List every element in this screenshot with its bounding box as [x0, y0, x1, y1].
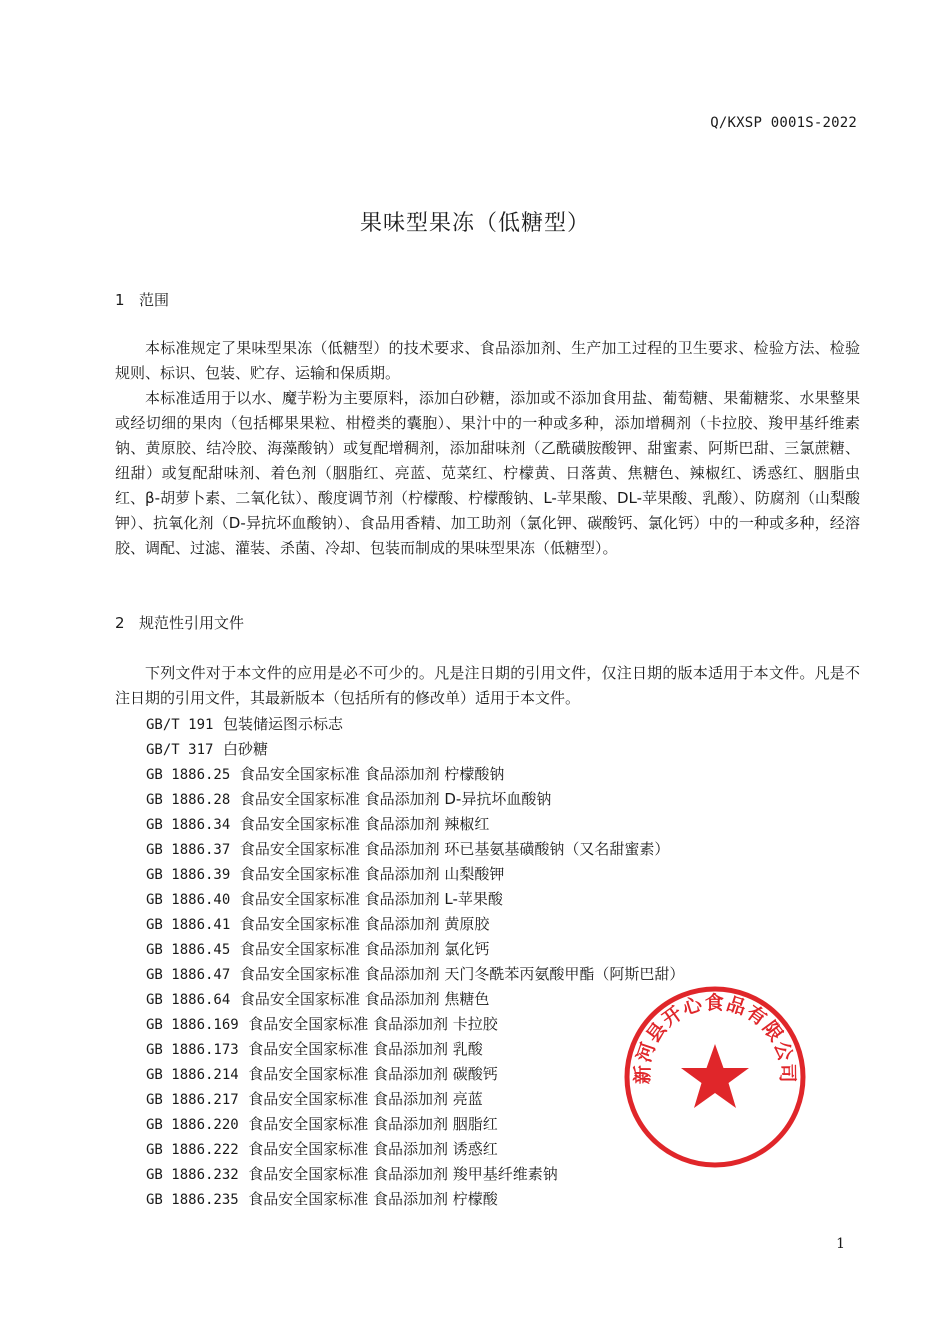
document-title: 果味型果冻（低糖型） [359, 211, 590, 236]
reference-code: GB 1886.64 [146, 992, 231, 1008]
reference-item [146, 887, 684, 912]
reference-item [146, 962, 684, 987]
reference-code: GB 1886.34 [146, 817, 231, 833]
reference-item [146, 837, 684, 862]
reference-title: 食品安全国家标准 食品添加剂 天门冬酰苯丙氨酸甲酯（阿斯巴甜） [239, 965, 685, 983]
reference-title: 食品安全国家标准 食品添加剂 卡拉胶 [248, 1015, 498, 1033]
reference-item [146, 1112, 684, 1137]
reference-code: GB 1886.47 [146, 967, 231, 983]
section-2-number: 2 [115, 614, 125, 632]
reference-item [146, 737, 684, 762]
scope-paragraph-1: 本标准规定了果味型果冻（低糖型）的技术要求、食品添加剂、生产加工过程的卫生要求、检验方法、检验规则、标识、包装、贮存、运输和保质期。 [115, 339, 860, 382]
reference-item [146, 1137, 684, 1162]
reference-code: GB 1886.39 [146, 867, 231, 883]
reference-title: 白砂糖 [222, 740, 268, 758]
reference-title: 包装储运图示标志 [222, 715, 343, 733]
standard-code: Q/KXSP 0001S-2022 [710, 115, 857, 131]
reference-item [146, 712, 684, 737]
reference-title: 食品安全国家标准 食品添加剂 氯化钙 [239, 940, 490, 958]
section-2-title: 规范性引用文件 [139, 614, 245, 632]
reference-title: 食品安全国家标准 食品添加剂 黄原胶 [239, 915, 490, 933]
reference-title: 食品安全国家标准 食品添加剂 亮蓝 [248, 1090, 483, 1108]
seal-text: 新河县开心食品有限公司 [631, 991, 799, 1085]
reference-code: GB/T 317 [146, 742, 214, 758]
reference-title: 食品安全国家标准 食品添加剂 辣椒红 [239, 815, 490, 833]
reference-item [146, 1012, 684, 1037]
reference-list [146, 712, 684, 1212]
reference-code: GB 1886.41 [146, 917, 231, 933]
reference-item [146, 1162, 684, 1187]
reference-title: 食品安全国家标准 食品添加剂 羧甲基纤维素钠 [248, 1165, 558, 1183]
reference-title: 食品安全国家标准 食品添加剂 柠檬酸 [248, 1190, 498, 1208]
reference-code: GB 1886.28 [146, 792, 231, 808]
page-number: 1 [836, 1236, 845, 1252]
reference-code: GB 1886.232 [146, 1167, 239, 1183]
reference-title: 食品安全国家标准 食品添加剂 诱惑红 [248, 1140, 498, 1158]
reference-code: GB 1886.169 [146, 1017, 239, 1033]
reference-item [146, 1062, 684, 1087]
reference-code: GB 1886.40 [146, 892, 231, 908]
reference-item [146, 1187, 684, 1212]
reference-title: 食品安全国家标准 食品添加剂 柠檬酸钠 [239, 765, 505, 783]
reference-code: GB 1886.173 [146, 1042, 239, 1058]
reference-title: 食品安全国家标准 食品添加剂 焦糖色 [239, 990, 490, 1008]
reference-title: 食品安全国家标准 食品添加剂 碳酸钙 [248, 1065, 498, 1083]
reference-item [146, 937, 684, 962]
reference-item [146, 812, 684, 837]
reference-item [146, 787, 684, 812]
reference-title: 食品安全国家标准 食品添加剂 山梨酸钾 [239, 865, 505, 883]
reference-item [146, 862, 684, 887]
section-1-heading [115, 289, 169, 310]
reference-code: GB 1886.220 [146, 1117, 239, 1133]
section-1-title: 范围 [139, 291, 170, 309]
section-2-heading [115, 612, 244, 633]
scope-paragraph-2: 本标准适用于以水、魔芋粉为主要原料，添加白砂糖，添加或不添加食用盐、葡萄糖、果葡糖浆、水果整果或经切细的果肉（包括椰果果粒、柑橙类的囊胞）、果汁中的一种或多种，添加增稠剂（卡拉胶、羧甲基纤维素钠、黄原胶、结冷胶、海藻酸钠）或复配增稠剂，添加甜味剂（乙酰磺胺酸钾、甜蜜素、阿斯巴甜、三氯蔗糖、纽甜）或复配甜味剂、着色剂（胭脂红、亮蓝、苋菜红、柠檬黄、日落黄、焦糖色、辣椒红、诱惑红、胭脂虫红、β-胡萝卜素、二氧化钛）、酸度调节剂（柠檬酸、柠檬酸钠、L-苹果酸、DL-苹果酸、乳酸）、防腐剂（山梨酸钾）、抗氧化剂（D-异抗坏血酸钠）、食品用香精、加工助剂（氯化钾、碳酸钙、氯化钙）中的一种或多种，经溶胶、调配、过滤、灌装、杀菌、冷却、包装而制成的果味型果冻（低糖型）。 [115, 389, 860, 557]
reference-title: 食品安全国家标准 食品添加剂 乳酸 [248, 1040, 483, 1058]
reference-item [146, 912, 684, 937]
reference-code: GB 1886.25 [146, 767, 231, 783]
reference-code: GB 1886.235 [146, 1192, 239, 1208]
reference-item [146, 762, 684, 787]
reference-item [146, 987, 684, 1012]
reference-code: GB 1886.37 [146, 842, 231, 858]
reference-code: GB/T 191 [146, 717, 214, 733]
reference-code: GB 1886.222 [146, 1142, 239, 1158]
reference-title: 食品安全国家标准 食品添加剂 L-苹果酸 [239, 890, 503, 908]
reference-title: 食品安全国家标准 食品添加剂 环已基氨基磺酸钠（又名甜蜜素） [239, 840, 670, 858]
company-seal [620, 982, 810, 1172]
reference-code: GB 1886.45 [146, 942, 231, 958]
seal-star-icon [681, 1044, 749, 1108]
reference-code: GB 1886.214 [146, 1067, 239, 1083]
reference-code: GB 1886.217 [146, 1092, 239, 1108]
reference-item [146, 1087, 684, 1112]
reference-title: 食品安全国家标准 食品添加剂 D-异抗坏血酸钠 [239, 790, 552, 808]
section-1-number: 1 [115, 291, 125, 309]
reference-title: 食品安全国家标准 食品添加剂 胭脂红 [248, 1115, 498, 1133]
normative-refs-intro: 下列文件对于本文件的应用是必不可少的。凡是注日期的引用文件，仅注日期的版本适用于本文件。凡是不注日期的引用文件，其最新版本（包括所有的修改单）适用于本文件。 [115, 664, 860, 707]
reference-item [146, 1037, 684, 1062]
